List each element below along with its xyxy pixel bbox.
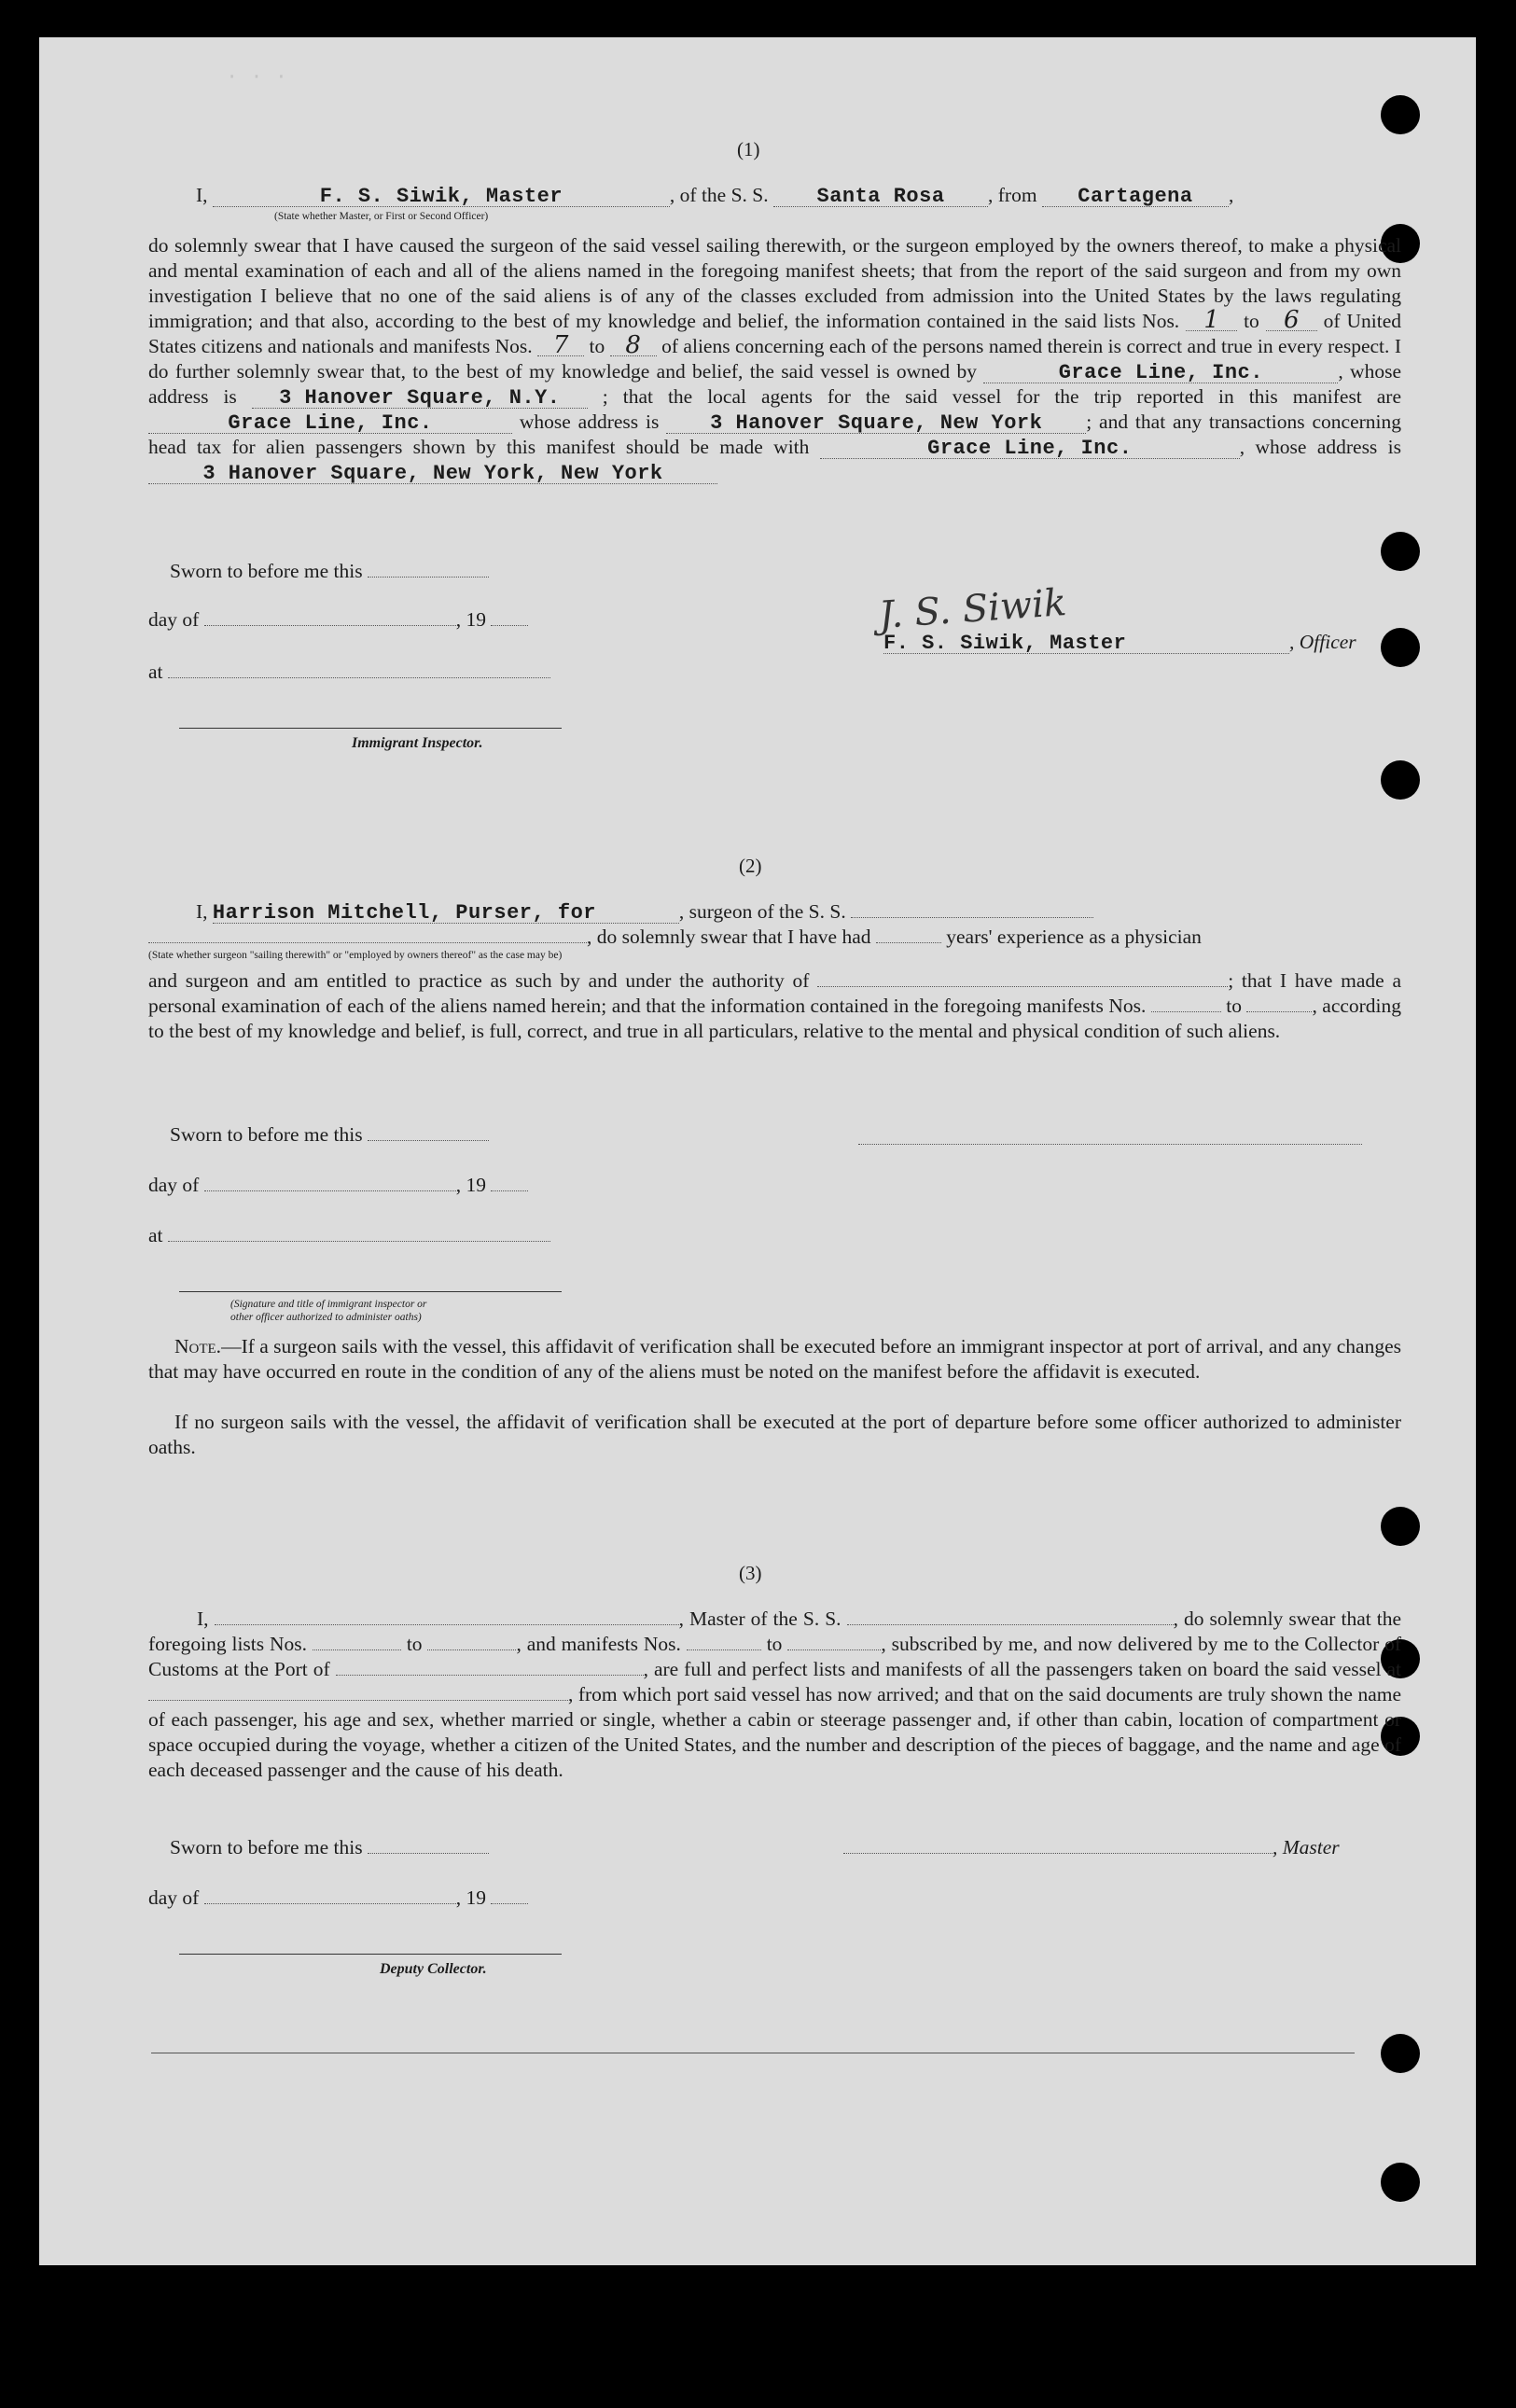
- binder-hole: [1381, 2163, 1420, 2202]
- owner-field: Grace Line, Inc.: [983, 362, 1338, 383]
- bleed-text: · · ·: [226, 65, 288, 89]
- manifest-to-field: 8: [610, 336, 657, 356]
- headtax-field: Grace Line, Inc.: [820, 438, 1240, 459]
- collector-caption: Deputy Collector.: [380, 1961, 487, 1977]
- binder-hole: [1381, 95, 1420, 134]
- binder-hole: [1381, 760, 1420, 800]
- surgeon-signature-line: [858, 1144, 1362, 1145]
- officer-note: (State whether Master, or First or Second Officer): [274, 211, 489, 222]
- binder-hole: [1381, 532, 1420, 571]
- binder-hole: [1381, 1507, 1420, 1546]
- master-signature: , Master: [843, 1836, 1340, 1859]
- section-2-note-2: If no surgeon sails with the vessel, the affidavit of verification shall be executed at the port of departure before some officer authorized to administer oaths.: [148, 1411, 1401, 1458]
- from-label: , from: [988, 184, 1037, 206]
- section-2-line2: , do solemnly swear that I have had years' experience as a physician: [148, 926, 1202, 949]
- section-2-number: (2): [739, 855, 762, 877]
- manifest-page: [39, 37, 1476, 2265]
- of-ss-label: , of the S. S.: [669, 184, 769, 206]
- vessel-field: Santa Rosa: [773, 186, 988, 207]
- oath-caption-1: (Signature and title of immigrant inspector or: [230, 1299, 427, 1310]
- oath-officer-signature-line: [179, 1291, 562, 1292]
- manifest-from-field: 7: [537, 336, 584, 356]
- lists-from-field: 1: [1186, 311, 1237, 331]
- oath-caption-2: other officer authorized to administer oaths): [230, 1312, 422, 1323]
- section-3-body: I, , Master of the S. S. , do solemnly swear that the foregoing lists Nos. to , and manifests Nos. to , subscribed by me, and now delivered by me to the Collector of Customs at the Port of , are full and perfect lists and manifests of all the passengers taken on board the said vessel at , from which port said vessel has now arrived; and that on the said documents are truly shown the name of each passenger, his age and sex, whether married or single, whether a cabin or steerage passenger and, if other than cabin, location of compartment or space occupied during the voyage, whether a citizen of the United States, and the number and description of the pieces of baggage, and the name and age of each deceased passenger and the cause of his death.: [148, 1608, 1402, 1781]
- officer-field: F. S. Siwik, Master: [213, 186, 670, 207]
- sworn-3: Sworn to before me this: [170, 1836, 489, 1859]
- section-1-intro: I, F. S. Siwik, Master , of the S. S. Santa Rosa , from Cartagena ,: [196, 184, 1234, 208]
- inspector-signature-line: [179, 728, 562, 729]
- owner-address-field: 3 Hanover Square, N.Y.: [252, 387, 588, 409]
- section-2-note: Note.—If a surgeon sails with the vessel, this affidavit of verification shall be executed before an immigrant inspector at port of arrival, and any changes that may have occurred en route in the condition of any of the aliens must be noted on the manifest before the affidavit is executed.: [148, 1335, 1401, 1383]
- surgeon-note: (State whether surgeon "sailing therewith" or "employed by owners thereof" as the case may be): [148, 950, 563, 961]
- inspector-caption: Immigrant Inspector.: [352, 735, 483, 751]
- collector-signature-line: [179, 1954, 562, 1955]
- sworn-1: Sworn to before me this: [170, 560, 489, 583]
- at-1: at: [148, 661, 550, 684]
- i-prefix: I,: [196, 184, 208, 206]
- section-3-number: (3): [739, 1562, 762, 1584]
- headtax-address-field: 3 Hanover Square, New York, New York: [148, 463, 717, 484]
- binder-hole: [1381, 628, 1420, 667]
- agents-field: Grace Line, Inc.: [148, 412, 512, 434]
- day-of-3: day of , 19: [148, 1886, 528, 1910]
- surgeon-name-field: Harrison Mitchell, Purser, for: [213, 902, 679, 924]
- section-2-body: and surgeon and am entitled to practice as such by and under the authority of ; that I have made a personal examination of each of the aliens named herein; and that the information contained in the foregoing manifests Nos. to , according to the best of my knowledge and belief, is full, correct, and true in all particulars, relative to the mental and physical condition of such aliens.: [148, 969, 1402, 1042]
- handwritten-signature: J. S. Siwik: [877, 581, 1068, 637]
- signed-officer: F. S. Siwik, Master , Officer: [883, 631, 1356, 655]
- day-of-1: day of , 19: [148, 608, 528, 632]
- binder-hole: [1381, 2034, 1420, 2073]
- section-1-body: do solemnly swear that I have caused the surgeon of the said vessel sailing therewith, or the surgeon employed by the owners thereof, to make a physical and mental examination of each and all of the aliens named in the foregoing manifest sheets; that from the report of the said surgeon and from my own investigation I believe that no one of the said aliens is of any of the classes excluded from admission into the United States by the laws regulating immigration; and that also, according to the best of my knowledge and belief, the information contained in the said lists Nos. 1 to 6 of United States citizens and nationals and manifests Nos. 7 to 8 of aliens concerning each of the persons named therein is correct and true in every respect. I do further solemnly swear that, to the best of my knowledge and belief, the said vessel is owned by Grace Line, Inc. , whose address is 3 Hanover Square, N.Y. ; that the local agents for the said vessel for the trip reported in this manifest are Grace Line, Inc. whose address is 3 Hanover Square, New York ; and that any transactions concerning head tax for alien passengers shown by this manifest should be made with Grace Line, Inc. , whose address is 3 Hanover Square, New York, New York: [148, 234, 1402, 485]
- day-of-2: day of , 19: [148, 1174, 528, 1197]
- agents-address-field: 3 Hanover Square, New York: [666, 412, 1086, 434]
- section-1-number: (1): [737, 138, 760, 160]
- section-2-intro: I, Harrison Mitchell, Purser, for , surgeon of the S. S.: [196, 900, 1093, 924]
- lists-to-field: 6: [1266, 311, 1317, 331]
- at-2: at: [148, 1224, 550, 1247]
- sworn-2: Sworn to before me this: [170, 1123, 489, 1147]
- port-from-field: Cartagena: [1042, 186, 1229, 207]
